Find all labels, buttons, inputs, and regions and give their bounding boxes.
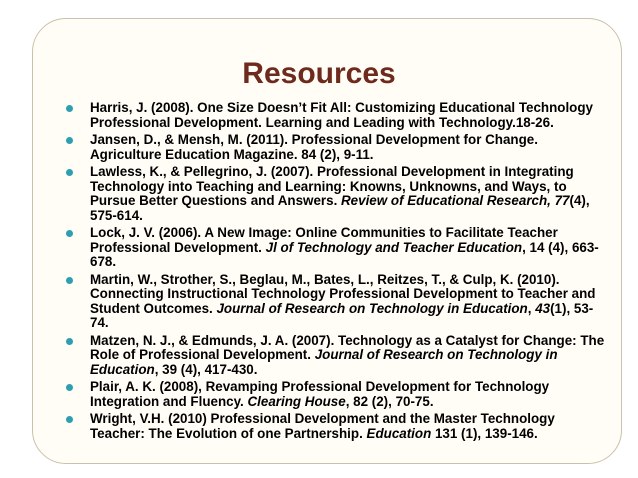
reference-item (66, 273, 606, 331)
reference-journal: Journal of Research on Technology in Education (90, 347, 558, 377)
reference-text: , 14 (4), 663-678. (90, 239, 599, 269)
reference-text: (1), 53-74. (90, 300, 594, 330)
reference-journal: Education (366, 425, 432, 441)
bullet-icon (66, 230, 73, 237)
reference-text: Martin, W., Strother, S., Beglau, M., Bates, L., Reitzes, T., & Culp, K. (2010). Connecting Instructional Technology Professional Development to Teacher and Student Outcomes. (90, 271, 596, 316)
reference-item (66, 133, 606, 162)
bullet-icon (66, 416, 73, 423)
reference-text: Jansen, D., & Mensh, M. (2011). Professional Development for Change. Agriculture Education Magazine. 84 (2), 9-11. (90, 132, 538, 162)
reference-text: (4), 575-614. (90, 193, 590, 223)
reference-text: , (527, 300, 536, 316)
reference-text: Lock, J. V. (2006). A New Image: Online Communities to Facilitate Teacher Professional Development. (90, 225, 558, 255)
bullet-icon (66, 137, 73, 144)
reference-list (66, 101, 606, 444)
reference-item (66, 334, 606, 378)
reference-item (66, 101, 606, 130)
bullet-icon (66, 169, 73, 176)
reference-journal: Journal of Research on Technology in Education (216, 300, 528, 316)
reference-journal: Review of Educational Research, 77 (341, 193, 570, 208)
reference-text: Matzen, N. J., & Edmunds, J. A. (2007). Technology as a Catalyst for Change: The Role of Professional Development. (90, 332, 605, 362)
reference-text: Wright, V.H. (2010) Professional Development and the Master Technology Teacher: The Evolution of one Partnership. (90, 411, 555, 441)
bullet-icon (66, 338, 73, 345)
bullet-icon (66, 384, 73, 391)
bullet-icon (66, 277, 73, 284)
reference-journal: Clearing House (247, 393, 346, 409)
reference-item (66, 380, 606, 409)
reference-text: 131 (1), 139-146. (431, 425, 538, 441)
reference-item (66, 165, 606, 223)
reference-text: , 82 (2), 70-75. (345, 393, 434, 409)
bullet-icon (66, 105, 73, 112)
reference-text: Plair, A. K. (2008), Revamping Professional Development for Technology Integration and Fluency. (90, 379, 550, 409)
reference-text: Lawless, K., & Pellegrino, J. (2007). Professional Development in Integrating Technology into Teaching and Learning: Knowns, Unknowns, and Ways, to Pursue Better Questions and Answers. (90, 164, 574, 208)
reference-item (66, 226, 606, 270)
reference-text: , 39 (4), 417-430. (154, 361, 258, 377)
reference-volume: 43 (535, 300, 551, 316)
slide-title: Resources (242, 57, 396, 90)
reference-text: Harris, J. (2008). One Size Doesn’t Fit All: Customizing Educational Technology Professional Development. Learning and Leading with Technology.18-26. (90, 100, 593, 130)
reference-item (66, 412, 606, 441)
reference-journal: Jl of Technology and Teacher Education (265, 239, 523, 255)
